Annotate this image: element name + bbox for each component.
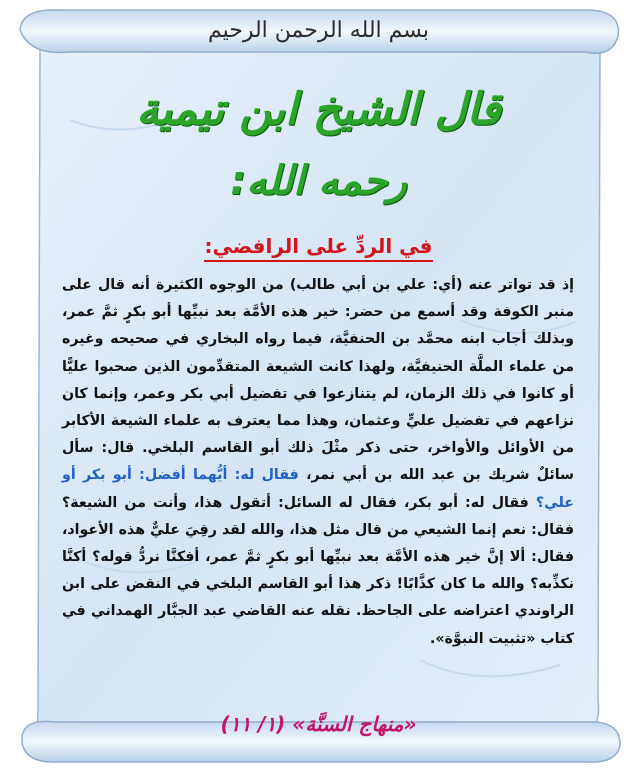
subtitle-text: في الردِّ على الرافضي: <box>204 234 432 262</box>
quote-paragraph <box>62 272 574 653</box>
title-line-2: رحمه الله: <box>230 158 407 204</box>
title-line-1: قال الشيخ ابن تيمية <box>136 84 501 135</box>
subtitle <box>0 234 637 258</box>
paragraph-part-2: فقال له: أبو بكر، فقال له السائل: أتقول هذا، وأنت من الشيعة؟ فقال: نعم إنما الشيعي من قال مثل هذا، والله لقد رقِيَ عليٌّ هذه الأعواد، فقال: ألا إنَّ خير هذه الأمَّة بعد نبيِّها أبو بكرٍ ثمَّ عمر، أفكنَّا نردُّ قوله؟ أكنَّا نكذِّبه؟ والله ما كان كذَّابًا! ذكر هذا أبو القاسم البلخي في النقض على ابن الراوندي اعتراضه على الجاحظ. نقله عنه القاضي عبد الجبَّار الهمداني في كتاب «تثبيت النبوَّة». <box>62 494 574 647</box>
paragraph-part-1: إذ قد تواتر عنه (أي: علي بن أبي طالب) من الوجوه الكثيرة أنه قال على منبر الكوفة وقد أسمع من حضر: خير هذه الأمَّة بعد نبيِّها أبو بكرٍ ثمَّ عمر، وبذلك أجاب ابنه محمَّد بن الحنفيَّة، فيما رواه البخاري في صحيحه وغيره من علماء الملَّة الحنيفيَّة، ولهذا كانت الشيعة المتقدِّمون الذين صحبوا عليًّا أو كانوا في ذلك الزمان، لم يتنازعوا في تفضيل أبي بكر وعمر، وإنما كان نزاعهم في تفضيل عليٍّ وعثمان، وهذا مما يعترف به علماء الشيعة الأكابر من الأوائل والأواخر، حتى ذكر مثْلَ ذلك أبو القاسم البلخي. قال: سأل سائلٌ شريك بن عبد الله بن أبي نمر، <box>62 277 574 484</box>
highlighted-question: فقال له: أيُّهما أفضل: أبو بكر أو علي؟ <box>62 467 574 511</box>
source-citation: «منهاج السنَّة» (١/ ١١) <box>220 712 417 736</box>
basmala-calligraphy: بسم الله الرحمن الرحيم <box>207 18 430 43</box>
